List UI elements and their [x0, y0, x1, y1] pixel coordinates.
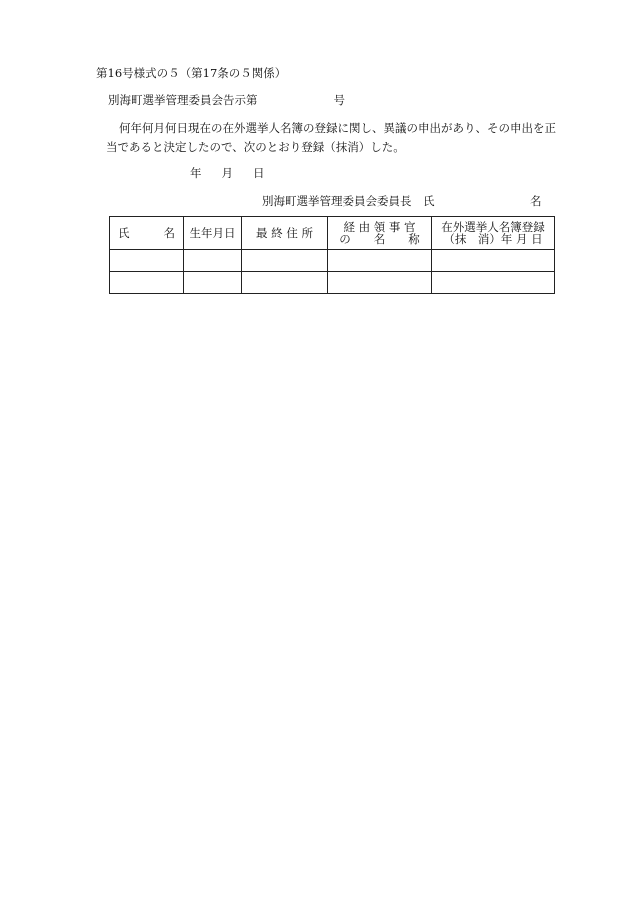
cell-consulate — [328, 272, 432, 294]
cell-consulate — [328, 250, 432, 272]
header-consulate-line2: の 名 称 — [339, 232, 420, 246]
header-registration-line1: 在外選挙人名簿登録 — [441, 220, 545, 234]
date-year: 年 — [190, 166, 202, 180]
notice-suffix: 号 — [333, 93, 345, 107]
header-birthdate: 生年月日 — [184, 217, 242, 250]
notice-number — [108, 93, 345, 107]
signer-line — [262, 194, 542, 208]
table-row — [110, 272, 555, 294]
table-header-row — [110, 217, 555, 250]
header-last-address: 最 終 住 所 — [242, 217, 328, 250]
signer-title: 別海町選挙管理委員会委員長 氏 — [262, 194, 435, 208]
body-text-line-1: 何年何月何日現在の在外選挙人名簿の登録に関し、異議の申出があり、その申出を正 — [119, 121, 556, 135]
table-row — [110, 250, 555, 272]
header-name-left: 氏 — [118, 226, 130, 240]
header-registration-date — [432, 217, 555, 250]
cell-birthdate — [184, 272, 242, 294]
header-consulate-line1: 経 由 領 事 官 — [343, 220, 416, 234]
cell-last-address — [242, 272, 328, 294]
date-line — [190, 166, 265, 180]
cell-birthdate — [184, 250, 242, 272]
register-table — [109, 216, 555, 294]
date-day: 日 — [253, 166, 265, 180]
header-name-right: 名 — [163, 226, 175, 240]
date-month: 月 — [221, 166, 233, 180]
form-title: 第16号様式の５（第17条の５関係） — [96, 66, 287, 80]
header-registration-line2: （抹 消）年 月 日 — [443, 232, 543, 246]
cell-registration-date — [432, 272, 555, 294]
body-text-line-2: 当であると決定したので、次のとおり登録（抹消）した。 — [106, 140, 405, 154]
cell-name — [110, 250, 184, 272]
cell-name — [110, 272, 184, 294]
header-consulate — [328, 217, 432, 250]
notice-prefix: 別海町選挙管理委員会告示第 — [108, 93, 258, 107]
signer-name-suffix: 名 — [530, 194, 542, 208]
header-name — [110, 217, 184, 250]
cell-last-address — [242, 250, 328, 272]
cell-registration-date — [432, 250, 555, 272]
